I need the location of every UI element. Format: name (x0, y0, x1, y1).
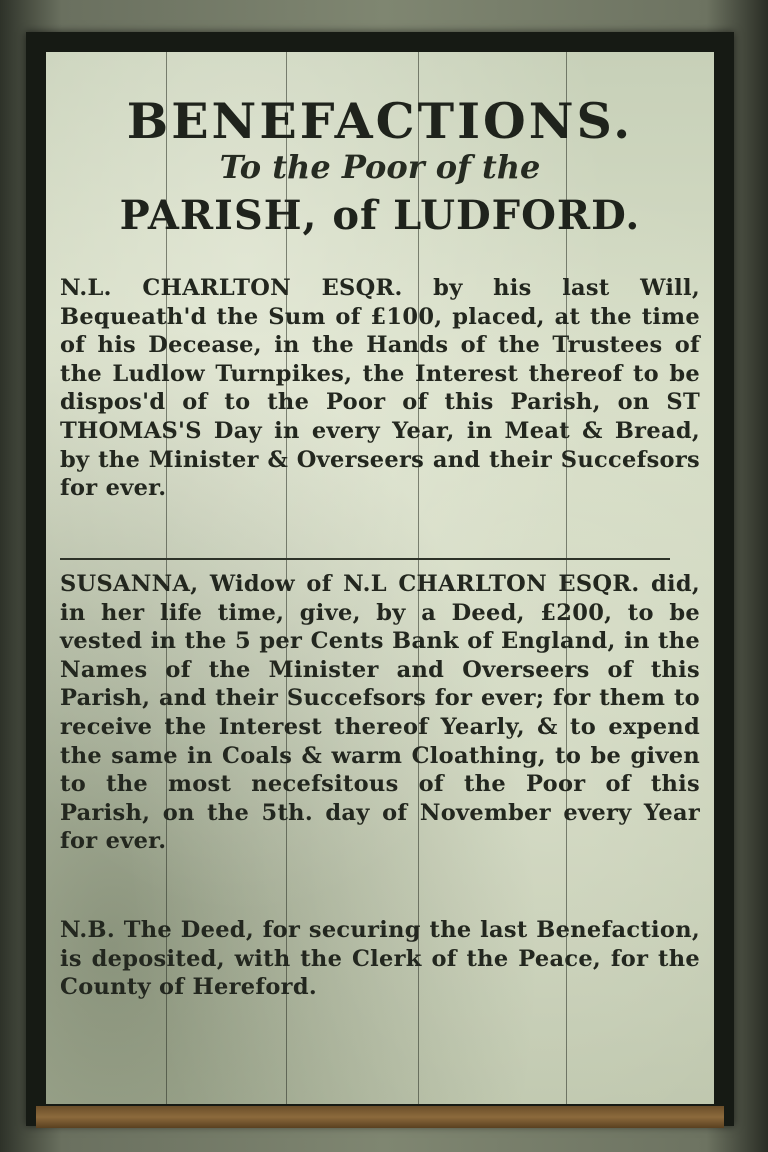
board-title: BENEFACTIONS. (126, 92, 634, 150)
benefaction-paragraph-2: SUSANNA, Widow of N.L CHARLTON ESQR. did, in her life time, give, by a Deed, £200, to be vested in the 5 per Cents Bank of England, in the Names of the Minister and Overseers of this Parish, and their Succefsors for ever; for them to receive the Interest thereof Yearly, & to expend the same in Coals & warm Cloathing, to be given to the most necefsitous of the Poor of this Parish, on the 5th. day of November every Year for ever. (60, 571, 700, 855)
wooden-sill (36, 1106, 724, 1128)
parish-heading: PARISH, of LUDFORD. (119, 192, 641, 239)
benefaction-paragraph-1: N.L. CHARLTON ESQR. by his last Will, Bequeath'd the Sum of £100, placed, at the time of his Decease, in the Hands of the Trustees of the Ludlow Turnpikes, the Interest thereof to be dispos'd of to the Poor of this Parish, on ST THOMAS'S Day in every Year, in Meat & Bread, by the Minister & Overseers and their Succefsors for ever. (60, 275, 700, 502)
divider-line (60, 558, 670, 560)
benefactions-board (46, 52, 714, 1104)
note-paragraph: N.B. The Deed, for securing the last Benefaction, is deposited, with the Clerk of the Peace, for the County of Hereford. (60, 917, 700, 1001)
board-subtitle: To the Poor of the (219, 148, 541, 186)
